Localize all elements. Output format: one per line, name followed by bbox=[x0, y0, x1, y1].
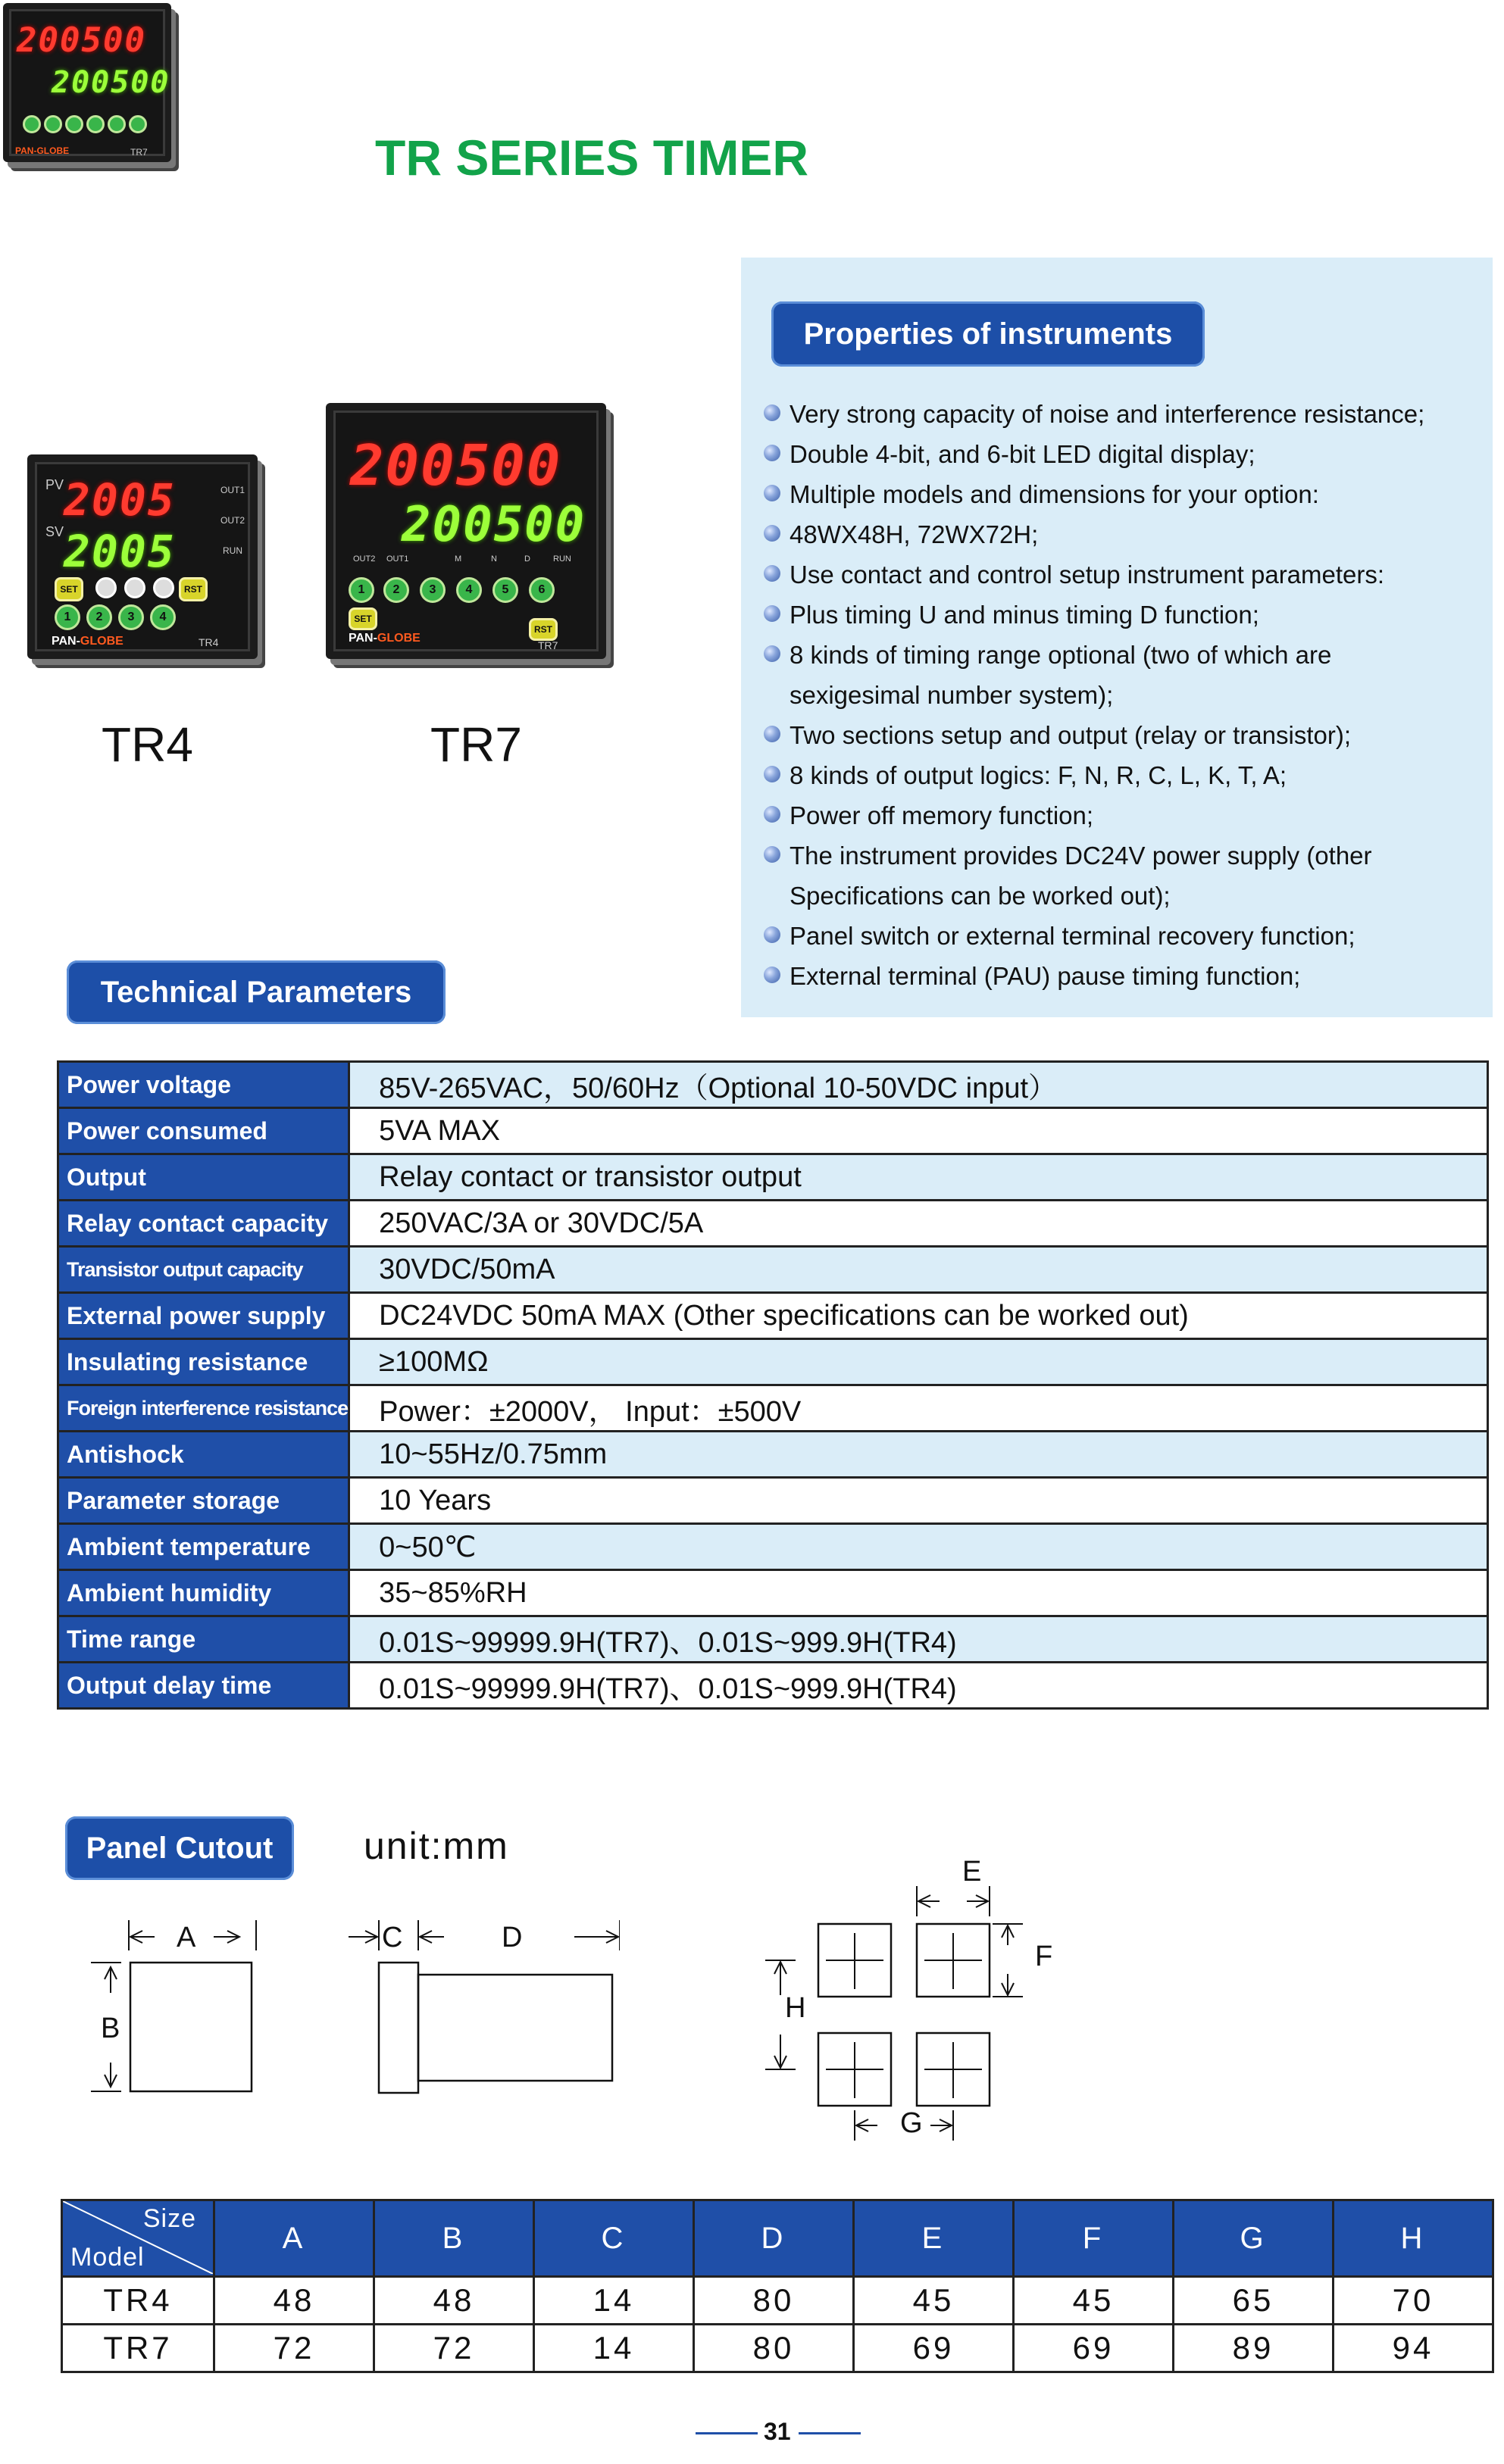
tr7-device-image bbox=[326, 403, 606, 659]
dim-label-a: A bbox=[177, 1922, 196, 1953]
technical-heading: Technical Parameters bbox=[67, 960, 446, 1024]
properties-list bbox=[762, 394, 1490, 996]
property-text: Use contact and control setup instrument parameters: bbox=[790, 561, 1385, 589]
size-value-cell: 45 bbox=[854, 2277, 1014, 2325]
size-value-cell: 48 bbox=[374, 2277, 534, 2325]
size-column-header: F bbox=[1014, 2200, 1174, 2277]
tr4-rst-button: RST bbox=[179, 577, 208, 601]
tech-row bbox=[58, 1247, 1488, 1293]
property-item bbox=[762, 835, 1490, 876]
tr7-model-label: TR7 bbox=[538, 639, 558, 651]
size-value-cell: 89 bbox=[1174, 2325, 1334, 2372]
bullet-icon bbox=[764, 766, 780, 782]
tech-param-value: 0.01S~99999.9H(TR7)、0.01S~999.9H(TR4) bbox=[349, 1663, 1488, 1709]
tech-param-value: 0~50℃ bbox=[349, 1524, 1488, 1570]
panel-cutout-heading: Panel Cutout bbox=[65, 1816, 294, 1880]
tr4-model-label: TR4 bbox=[199, 636, 219, 648]
technical-parameters-table bbox=[57, 1060, 1489, 1710]
size-row bbox=[62, 2277, 1493, 2325]
property-text: Multiple models and dimensions for your option: bbox=[790, 480, 1319, 508]
bullet-icon bbox=[764, 525, 780, 542]
bullet-icon bbox=[764, 404, 780, 421]
page-title: TR SERIES TIMER bbox=[375, 130, 809, 186]
property-text: sexigesimal number system); bbox=[790, 681, 1114, 709]
property-item bbox=[762, 474, 1490, 514]
tech-row bbox=[58, 1154, 1488, 1201]
tech-param-value: 5VA MAX bbox=[349, 1108, 1488, 1154]
size-column-header: E bbox=[854, 2200, 1014, 2277]
property-item bbox=[762, 635, 1490, 675]
property-text: 8 kinds of output logics: F, N, R, C, L, K, T, A; bbox=[790, 761, 1287, 789]
tech-param-name: Ambient humidity bbox=[58, 1570, 349, 1616]
tech-row bbox=[58, 1616, 1488, 1663]
tr4-sv-display: 2005 bbox=[64, 526, 176, 577]
dim-label-e: E bbox=[962, 1856, 982, 1888]
property-item bbox=[762, 394, 1490, 434]
tech-param-value: 250VAC/3A or 30VDC/5A bbox=[349, 1201, 1488, 1247]
size-value-cell: 72 bbox=[374, 2325, 534, 2372]
tech-param-name: Foreign interference resistance bbox=[58, 1385, 349, 1432]
property-text: 8 kinds of timing range optional (two of which are bbox=[790, 641, 1332, 669]
property-item bbox=[762, 675, 1490, 715]
size-column-header: B bbox=[374, 2200, 534, 2277]
tr4-button-1: 1 bbox=[55, 604, 80, 630]
unit-label: unit:mm bbox=[364, 1825, 509, 1867]
property-text: Panel switch or external terminal recovery function; bbox=[790, 922, 1355, 950]
dim-label-h: H bbox=[785, 1992, 806, 2024]
property-item bbox=[762, 876, 1490, 916]
tech-param-name: Power consumed bbox=[58, 1108, 349, 1154]
bullet-icon bbox=[764, 806, 780, 823]
property-item bbox=[762, 795, 1490, 835]
property-item bbox=[762, 916, 1490, 956]
tech-param-name: Antishock bbox=[58, 1432, 349, 1478]
property-item bbox=[762, 514, 1490, 554]
page-number-rule-right bbox=[799, 2432, 861, 2434]
tr7-top-label-3: M bbox=[455, 554, 462, 564]
tech-param-value: DC24VDC 50mA MAX (Other specifications can be worked out) bbox=[349, 1293, 1488, 1339]
tr4-caption: TR4 bbox=[102, 717, 193, 772]
property-text: Double 4-bit, and 6-bit LED digital display; bbox=[790, 440, 1255, 468]
size-column-header: C bbox=[534, 2200, 694, 2277]
tech-param-name: Insulating resistance bbox=[58, 1339, 349, 1385]
size-column-header: A bbox=[214, 2200, 374, 2277]
tech-param-value: 85V-265VAC，50/60Hz（Optional 10-50VDC input） bbox=[349, 1062, 1488, 1108]
tr4-out2-label: OUT2 bbox=[220, 515, 245, 526]
size-model-cell: TR4 bbox=[62, 2277, 214, 2325]
tr7-top-label-4: N bbox=[491, 554, 497, 564]
tech-param-value: 10 Years bbox=[349, 1478, 1488, 1524]
tech-row bbox=[58, 1385, 1488, 1432]
bullet-icon bbox=[764, 565, 780, 582]
thumb-model: TR7 bbox=[130, 147, 148, 158]
size-value-cell: 69 bbox=[1014, 2325, 1174, 2372]
tech-row bbox=[58, 1478, 1488, 1524]
tr4-set-button: SET bbox=[55, 577, 83, 601]
tr4-pv-display: 2005 bbox=[64, 474, 176, 526]
tech-param-name: Time range bbox=[58, 1616, 349, 1663]
property-text: External terminal (PAU) pause timing function; bbox=[790, 962, 1301, 990]
tr4-brand-b: GLOBE bbox=[80, 635, 124, 648]
bullet-icon bbox=[764, 645, 780, 662]
size-value-cell: 70 bbox=[1334, 2277, 1493, 2325]
tr4-sv-label: SV bbox=[45, 524, 64, 539]
property-item bbox=[762, 715, 1490, 755]
size-value-cell: 69 bbox=[854, 2325, 1014, 2372]
tech-param-value: 10~55Hz/0.75mm bbox=[349, 1432, 1488, 1478]
size-column-header: H bbox=[1334, 2200, 1493, 2277]
size-table-header bbox=[62, 2200, 1493, 2277]
tr7-top-label-2: OUT1 bbox=[386, 554, 409, 564]
tech-row bbox=[58, 1339, 1488, 1385]
bullet-icon bbox=[764, 605, 780, 622]
size-model-cell: TR7 bbox=[62, 2325, 214, 2372]
dim-label-f: F bbox=[1035, 1941, 1053, 1972]
device-thumbnail bbox=[3, 3, 171, 162]
tr7-sv-display: 200500 bbox=[402, 497, 586, 553]
tr7-button-4: 4 bbox=[456, 577, 482, 603]
tr7-pv-display: 200500 bbox=[350, 433, 562, 498]
tr7-top-label-5: D bbox=[524, 554, 530, 564]
property-text: Power off memory function; bbox=[790, 801, 1094, 829]
size-corner-bottom: Model bbox=[70, 2243, 145, 2272]
tr4-button-4: 4 bbox=[150, 604, 176, 630]
tr7-top-label-6: RUN bbox=[553, 554, 571, 564]
tech-row bbox=[58, 1524, 1488, 1570]
tech-param-value: ≥100MΩ bbox=[349, 1339, 1488, 1385]
size-value-cell: 72 bbox=[214, 2325, 374, 2372]
dim-label-d: D bbox=[502, 1922, 523, 1953]
bullet-icon bbox=[764, 926, 780, 943]
thumb-pv-display: 200500 bbox=[17, 21, 146, 60]
tech-param-value: 35~85%RH bbox=[349, 1570, 1488, 1616]
size-value-cell: 48 bbox=[214, 2277, 374, 2325]
tr7-brand-a: PAN- bbox=[349, 632, 377, 645]
property-text: 48WX48H, 72WX72H; bbox=[790, 520, 1039, 548]
size-value-cell: 80 bbox=[694, 2277, 854, 2325]
tech-param-name: Output delay time bbox=[58, 1663, 349, 1709]
tech-row bbox=[58, 1062, 1488, 1108]
property-text: Two sections setup and output (relay or transistor); bbox=[790, 721, 1352, 749]
tech-param-name: Power voltage bbox=[58, 1062, 349, 1108]
properties-heading: Properties of instruments bbox=[771, 301, 1205, 367]
page-number-rule-left bbox=[696, 2432, 758, 2434]
tr7-brand-b: GLOBE bbox=[377, 632, 421, 645]
tech-row bbox=[58, 1293, 1488, 1339]
tech-row bbox=[58, 1432, 1488, 1478]
tr4-button-3: 3 bbox=[118, 604, 144, 630]
size-value-cell: 14 bbox=[534, 2277, 694, 2325]
cutout-drawing-efgh bbox=[765, 1871, 1053, 2144]
property-text: Plus timing U and minus timing D function; bbox=[790, 601, 1259, 629]
tr7-rst-button: RST bbox=[529, 618, 558, 641]
tr7-button-6: 6 bbox=[529, 577, 555, 603]
tech-param-name: External power supply bbox=[58, 1293, 349, 1339]
tr7-caption: TR7 bbox=[430, 717, 522, 772]
size-value-cell: 45 bbox=[1014, 2277, 1174, 2325]
tr4-device-image bbox=[27, 454, 258, 659]
properties-panel bbox=[741, 258, 1493, 1017]
tr4-run-label: RUN bbox=[223, 545, 242, 556]
property-text: The instrument provides DC24V power supply (other bbox=[790, 842, 1372, 870]
size-row bbox=[62, 2325, 1493, 2372]
property-item bbox=[762, 434, 1490, 474]
tr7-top-label-1: OUT2 bbox=[353, 554, 376, 564]
tech-param-name: Relay contact capacity bbox=[58, 1201, 349, 1247]
size-column-header: D bbox=[694, 2200, 854, 2277]
tr4-pv-label: PV bbox=[45, 477, 64, 492]
tech-row bbox=[58, 1663, 1488, 1709]
thumb-brand-b: GLOBE bbox=[36, 145, 70, 156]
thumb-brand: PAN- bbox=[15, 145, 37, 156]
tech-param-name: Transistor output capacity bbox=[58, 1247, 349, 1293]
property-item bbox=[762, 755, 1490, 795]
tr7-button-5: 5 bbox=[492, 577, 518, 603]
bullet-icon bbox=[764, 485, 780, 501]
tech-param-value: 0.01S~99999.9H(TR7)、0.01S~999.9H(TR4) bbox=[349, 1616, 1488, 1663]
tr7-button-1: 1 bbox=[349, 577, 374, 603]
tech-param-value: 30VDC/50mA bbox=[349, 1247, 1488, 1293]
property-text: Specifications can be worked out); bbox=[790, 882, 1171, 910]
size-corner-cell bbox=[62, 2200, 214, 2277]
bullet-icon bbox=[764, 846, 780, 863]
tr7-button-3: 3 bbox=[420, 577, 446, 603]
tech-param-name: Ambient temperature bbox=[58, 1524, 349, 1570]
tr4-button-2: 2 bbox=[86, 604, 112, 630]
size-value-cell: 94 bbox=[1334, 2325, 1493, 2372]
tech-param-value: Relay contact or transistor output bbox=[349, 1154, 1488, 1201]
tech-param-value: Power：±2000V， Input：±500V bbox=[349, 1385, 1488, 1432]
tech-param-name: Parameter storage bbox=[58, 1478, 349, 1524]
bullet-icon bbox=[764, 445, 780, 461]
dim-label-b: B bbox=[101, 2013, 120, 2044]
thumb-sv-display: 200500 bbox=[52, 65, 170, 100]
size-column-header: G bbox=[1174, 2200, 1334, 2277]
size-corner-top: Size bbox=[142, 2204, 196, 2233]
tech-row bbox=[58, 1570, 1488, 1616]
size-value-cell: 14 bbox=[534, 2325, 694, 2372]
dim-label-c: C bbox=[382, 1922, 403, 1953]
page-number: 31 bbox=[764, 2418, 791, 2445]
size-table bbox=[61, 2199, 1494, 2373]
tech-param-name: Output bbox=[58, 1154, 349, 1201]
property-item bbox=[762, 554, 1490, 595]
tech-row bbox=[58, 1201, 1488, 1247]
dim-label-g: G bbox=[900, 2107, 923, 2139]
bullet-icon bbox=[764, 726, 780, 742]
tr4-brand-a: PAN- bbox=[52, 635, 80, 648]
bullet-icon bbox=[764, 967, 780, 983]
property-item bbox=[762, 595, 1490, 635]
tr4-out1-label: OUT1 bbox=[220, 485, 245, 495]
property-item bbox=[762, 956, 1490, 996]
tr7-button-2: 2 bbox=[383, 577, 409, 603]
tr7-set-button: SET bbox=[349, 607, 377, 630]
tech-row bbox=[58, 1108, 1488, 1154]
size-value-cell: 80 bbox=[694, 2325, 854, 2372]
property-text: Very strong capacity of noise and interference resistance; bbox=[790, 400, 1425, 428]
size-value-cell: 65 bbox=[1174, 2277, 1334, 2325]
